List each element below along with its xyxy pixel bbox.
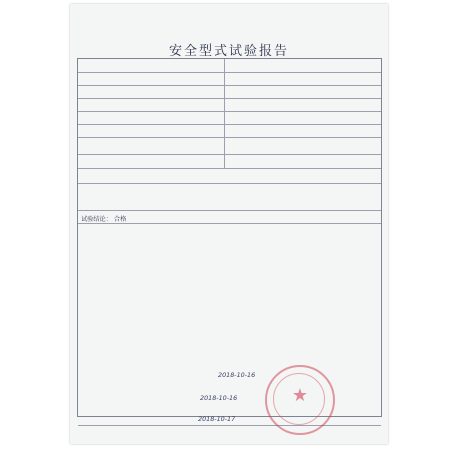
remark-line — [81, 322, 378, 334]
signature-date: 2018-10-16 — [218, 371, 256, 379]
signature-date: 2018-10-16 — [200, 394, 238, 402]
row-divider — [78, 168, 381, 169]
remark-line — [81, 310, 378, 322]
result-value: 合格 — [113, 216, 127, 223]
report-sheet — [70, 4, 388, 444]
row-divider — [78, 111, 381, 112]
report-table — [77, 58, 382, 423]
signature-date: 2018-10-17 — [198, 415, 236, 423]
row-divider — [78, 183, 381, 184]
remark-line — [81, 299, 378, 311]
row-divider — [78, 137, 381, 138]
signature-row — [78, 386, 381, 408]
row-divider — [78, 210, 381, 211]
row-divider — [78, 98, 381, 99]
remark-line — [81, 252, 378, 264]
remark-line — [81, 345, 378, 357]
row-divider — [78, 124, 381, 125]
remark-line — [81, 333, 378, 345]
remark-line — [81, 264, 378, 276]
row-divider — [78, 154, 381, 155]
row-divider — [78, 85, 381, 86]
report-title: 安全型式试验报告 — [168, 44, 289, 59]
column-divider — [224, 59, 225, 168]
signature-row — [78, 407, 381, 429]
remark-line — [81, 275, 378, 287]
official-seal-stamp — [265, 365, 335, 435]
remark-line — [81, 241, 378, 253]
row-divider — [78, 72, 381, 73]
remark-line — [81, 287, 378, 299]
signature-row — [78, 365, 381, 387]
test-result — [81, 214, 126, 223]
row-divider — [78, 223, 381, 224]
remark-line — [81, 229, 378, 241]
seal-star-icon: ★ — [291, 385, 309, 406]
result-label: 试验结论： — [81, 216, 112, 223]
